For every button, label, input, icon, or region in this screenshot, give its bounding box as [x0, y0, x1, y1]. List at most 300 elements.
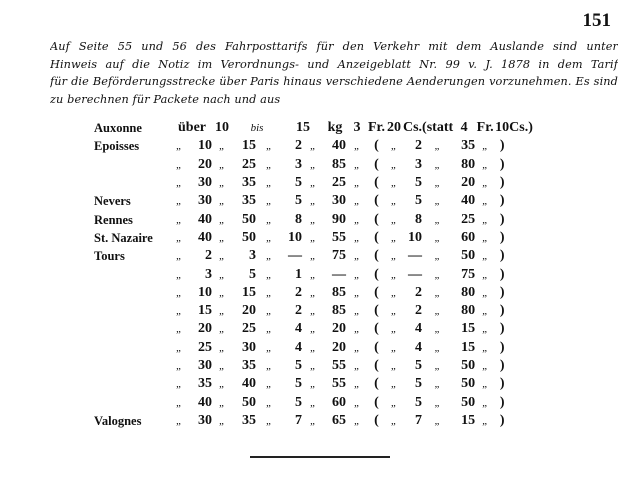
table-cell: „ [265, 286, 273, 299]
table-cell: „ [353, 396, 361, 409]
table-cell: „ [309, 286, 317, 299]
table-cell: 1 [295, 266, 302, 282]
table-row [94, 320, 533, 338]
table-row [94, 229, 533, 247]
table-cell: „ [434, 213, 441, 226]
table-cell: 30 [332, 193, 346, 209]
table-cell: 30 [198, 358, 212, 373]
table-cell: ) [499, 175, 505, 191]
table-cell: 75 [332, 248, 346, 264]
table-cell: 30 [198, 193, 212, 209]
table-row [94, 119, 533, 137]
table-cell: „ [390, 414, 398, 427]
table-cell: 20 [332, 321, 346, 337]
table-cell: „ [390, 195, 398, 208]
table-cell: „ [434, 250, 441, 263]
table-cell: 5 [295, 376, 302, 392]
table-cell: 3 [415, 156, 423, 172]
table-cell: ( [374, 321, 379, 337]
table-cell: „ [482, 305, 489, 318]
table-cell: „ [482, 414, 489, 427]
place-name: St. Nazaire [94, 230, 153, 245]
table-cell: „ [218, 140, 226, 153]
table-cell: „ [175, 158, 183, 171]
table-cell: „ [434, 414, 441, 427]
table-cell: „ [218, 305, 226, 318]
table-cell: „ [309, 396, 317, 409]
place-name: Rennes [94, 212, 133, 227]
table-cell: „ [218, 195, 226, 208]
table-cell: „ [353, 414, 361, 427]
table-cell: 5 [295, 175, 302, 191]
table-cell: 20 [198, 321, 212, 337]
table-cell: 3 [249, 248, 256, 264]
table-cell: „ [218, 378, 226, 391]
table-cell: 10 [495, 120, 510, 136]
intro-line: zu berechnen für Packete nach und aus [50, 92, 281, 106]
table-cell: 5 [249, 266, 256, 282]
table-cell: — [288, 248, 302, 264]
table-cell: 40 [198, 229, 212, 245]
table-cell: ) [499, 284, 505, 300]
table-cell: ) [499, 248, 505, 264]
table-cell: ( [374, 339, 379, 355]
table-cell: 5 [415, 376, 423, 392]
table-cell: „ [265, 140, 273, 153]
table-cell: 35 [242, 412, 256, 428]
table-cell: ) [499, 303, 505, 319]
table-cell: 2 [415, 303, 423, 319]
table-cell: „ [309, 341, 317, 354]
table-row [94, 393, 533, 411]
table-cell: „ [482, 250, 489, 263]
table-cell: „ [309, 213, 317, 226]
table-cell: „ [434, 305, 441, 318]
table-cell: 50 [461, 394, 476, 410]
table-cell: 85 [332, 303, 346, 319]
table-cell: ) [499, 266, 505, 282]
table-cell: 50 [242, 394, 256, 410]
place-name [94, 284, 172, 302]
table-cell: „ [353, 268, 361, 281]
table-cell: „ [175, 195, 183, 208]
place-name [94, 302, 172, 320]
table-cell: „ [175, 177, 183, 190]
table-row [94, 174, 533, 192]
table-cell: „ [309, 305, 317, 318]
table-cell: 5 [415, 193, 423, 209]
table-cell: 10 [288, 229, 302, 245]
table-cell: „ [218, 231, 226, 244]
table-cell: „ [390, 158, 398, 171]
table-cell: „ [175, 360, 183, 372]
table-cell: 30 [198, 412, 212, 428]
table-cell: 55 [332, 229, 346, 245]
place-name [94, 174, 172, 192]
table-cell: „ [353, 323, 361, 336]
table-cell: „ [390, 396, 398, 409]
table-cell: 25 [242, 321, 256, 337]
table-cell: ( [374, 229, 379, 245]
table-cell: „ [218, 341, 226, 354]
table-cell: 20 [461, 175, 476, 191]
tariff-table [94, 119, 533, 430]
table-cell: „ [265, 378, 273, 391]
table-cell: 30 [242, 339, 256, 355]
table-cell: „ [434, 286, 441, 299]
table-cell: „ [390, 250, 398, 263]
table-cell: „ [309, 378, 317, 391]
table-cell: „ [482, 341, 489, 354]
table-cell: 50 [461, 358, 476, 373]
table-cell: 7 [295, 412, 302, 428]
table-cell: „ [175, 140, 183, 153]
table-cell: 5 [295, 358, 302, 373]
table-cell: 85 [332, 156, 346, 172]
intro-line: für die Beförderungsstrecke über Paris hinaus verschiedene Aenderungen vorzunehmen. Es sind [50, 75, 618, 89]
table-cell: „ [175, 323, 183, 336]
table-cell: „ [175, 305, 183, 318]
table-cell: „ [353, 341, 361, 354]
table-cell: 5 [415, 358, 423, 373]
table-cell: 8 [295, 211, 302, 227]
table-cell: ( [374, 358, 379, 373]
table-cell: ( [374, 156, 379, 172]
table-cell: 10 [198, 138, 212, 154]
table-cell: ( [374, 284, 379, 300]
table-cell: 35 [198, 376, 212, 392]
table-cell: — [332, 266, 346, 282]
table-cell: ) [499, 339, 505, 355]
table-cell: „ [353, 250, 361, 263]
table-cell: Fr. [368, 120, 385, 136]
table-row [94, 339, 533, 357]
table-cell: ) [499, 358, 505, 373]
table-cell: Auxonne [94, 121, 142, 136]
table-cell: 40 [198, 211, 212, 227]
table-cell: 65 [332, 412, 346, 428]
table-cell: ( [374, 193, 379, 209]
table-cell: 10 [215, 120, 229, 136]
table-row [94, 156, 533, 174]
table-cell: 5 [415, 175, 423, 191]
table-cell: „ [265, 323, 273, 336]
table-cell: 2 [415, 138, 423, 154]
table-cell: (statt [422, 120, 454, 136]
table-cell: „ [353, 231, 361, 244]
table-cell: „ [482, 231, 489, 244]
table-cell: „ [353, 140, 361, 153]
table-cell: 5 [295, 394, 302, 410]
table-cell: 40 [242, 376, 256, 392]
table-cell: „ [482, 286, 489, 299]
table-cell: ( [374, 211, 379, 227]
table-cell: 35 [461, 138, 476, 154]
table-cell: ( [374, 412, 379, 428]
table-cell: „ [309, 360, 317, 372]
table-cell: „ [434, 323, 441, 336]
table-cell: „ [218, 250, 226, 263]
table-row [94, 302, 533, 320]
table-cell: Fr. [476, 120, 494, 136]
table-cell: „ [434, 341, 441, 354]
table-cell: „ [353, 305, 361, 318]
table-cell: „ [482, 213, 489, 226]
table-cell: 40 [332, 138, 346, 154]
table-cell: 60 [332, 394, 346, 410]
table-cell: „ [265, 231, 273, 244]
table-row [94, 375, 533, 393]
table-cell: „ [482, 378, 489, 391]
table-cell: Cs.) [509, 120, 533, 136]
place-name [94, 393, 172, 411]
table-cell: „ [390, 177, 398, 190]
table-cell: 90 [332, 211, 346, 227]
table-row [94, 137, 533, 155]
table-cell: 15 [461, 339, 476, 355]
table-cell: „ [175, 286, 183, 299]
table-cell: 25 [198, 339, 212, 355]
table-cell: „ [353, 177, 361, 190]
table-cell: 10 [198, 284, 212, 300]
table-cell: „ [309, 268, 317, 281]
table-cell: „ [175, 378, 183, 391]
table-cell: 55 [332, 376, 346, 392]
table-cell: 2 [295, 303, 302, 319]
table-cell: 55 [332, 358, 346, 373]
table-row [94, 265, 533, 283]
table-cell: — [408, 266, 423, 282]
table-cell: „ [353, 286, 361, 299]
place-name [94, 339, 172, 357]
table-cell: „ [265, 305, 273, 318]
table-cell: „ [434, 231, 441, 244]
place-name [94, 375, 172, 393]
table-cell: „ [353, 213, 361, 226]
table-cell: 15 [198, 303, 212, 319]
closing-rule [250, 456, 390, 458]
table-cell: „ [434, 396, 441, 409]
place-name [94, 320, 172, 338]
table-cell: ( [374, 303, 379, 319]
table-cell: 4 [295, 339, 302, 355]
place-name: Epoisses [94, 139, 140, 154]
table-cell: 50 [242, 211, 256, 227]
table-cell: 35 [242, 358, 256, 373]
table-cell: „ [390, 268, 398, 281]
table-cell: 2 [205, 248, 212, 264]
place-name: Nevers [94, 194, 131, 209]
table-cell: „ [265, 414, 273, 427]
table-cell: 15 [296, 120, 310, 136]
table-cell: „ [265, 195, 273, 208]
table-row [94, 412, 533, 430]
table-cell: „ [482, 268, 489, 281]
table-cell: Cs. [402, 120, 423, 136]
table-cell: „ [175, 396, 183, 409]
table-cell: „ [353, 360, 361, 372]
table-cell: 10 [408, 229, 423, 245]
table-cell: „ [309, 250, 317, 263]
table-cell: 50 [461, 376, 476, 392]
table-cell: „ [218, 360, 226, 372]
table-cell: 35 [242, 175, 256, 191]
table-cell: 5 [295, 193, 302, 209]
table-cell: „ [175, 213, 183, 226]
table-cell: „ [434, 140, 441, 153]
table-cell: 4 [460, 120, 468, 136]
table-row [94, 192, 533, 210]
intro-line: Hinweis auf die Notiz im Verordnungs- und Anzeigeblatt Nr. 99 v. J. 1878 in dem Tarif [50, 57, 618, 71]
place-name: Tours [94, 249, 125, 264]
place-name [94, 156, 172, 174]
table-cell: 2 [295, 284, 302, 300]
table-cell: „ [309, 177, 317, 190]
table-cell: „ [309, 414, 317, 427]
table-cell: ( [374, 394, 379, 410]
page-number: 151 [582, 10, 611, 31]
table-cell: 25 [461, 211, 476, 227]
place-name [94, 265, 172, 283]
table-cell: 75 [461, 266, 476, 282]
table-cell: „ [353, 378, 361, 391]
table-cell: „ [218, 414, 226, 427]
table-row [94, 247, 533, 265]
table-cell: 2 [295, 138, 302, 154]
table-cell: „ [434, 378, 441, 391]
table-cell: „ [434, 177, 441, 190]
table-cell: „ [218, 396, 226, 409]
table-cell: 15 [242, 138, 256, 154]
table-cell: 50 [242, 229, 256, 245]
place-name: Valognes [94, 413, 142, 428]
table-cell: „ [309, 231, 317, 244]
intro-paragraph [50, 38, 618, 108]
table-cell: „ [218, 286, 226, 299]
table-cell: ( [374, 266, 379, 282]
table-cell: 20 [332, 339, 346, 355]
table-cell: 60 [461, 229, 476, 245]
table-cell: „ [434, 195, 441, 208]
table-cell: ( [374, 248, 379, 264]
table-cell: 4 [295, 321, 302, 337]
table-cell: „ [434, 360, 441, 372]
table-cell: „ [390, 231, 398, 244]
table-cell: ) [499, 193, 505, 209]
table-cell: „ [175, 341, 183, 354]
table-cell: 30 [198, 175, 212, 191]
table-cell: ( [374, 376, 379, 392]
table-cell: 15 [461, 321, 476, 337]
table-cell: „ [175, 231, 183, 244]
table-cell: „ [218, 268, 226, 281]
table-cell: ) [499, 156, 505, 172]
table-cell: bis [250, 122, 264, 135]
table-cell: „ [390, 286, 398, 299]
table-cell: „ [482, 323, 489, 336]
table-cell: 85 [332, 284, 346, 300]
table-cell: „ [265, 341, 273, 354]
table-cell: „ [175, 250, 183, 263]
table-cell: 20 [198, 156, 212, 172]
table-cell: „ [390, 305, 398, 318]
table-cell: „ [390, 360, 398, 372]
table-cell: „ [482, 140, 489, 153]
table-cell: „ [309, 140, 317, 153]
table-row [94, 210, 533, 228]
table-cell: „ [309, 195, 317, 208]
table-cell: 25 [242, 156, 256, 172]
table-cell: „ [353, 195, 361, 208]
table-cell: 4 [415, 339, 423, 355]
table-cell: ) [499, 394, 505, 410]
table-cell: ) [499, 376, 505, 392]
table-cell: „ [265, 177, 273, 190]
table-cell: „ [218, 158, 226, 171]
table-cell: ) [499, 138, 505, 154]
table-cell: „ [390, 378, 398, 391]
table-cell: ) [499, 412, 505, 428]
table-cell: 7 [415, 412, 423, 428]
table-cell: „ [482, 158, 489, 171]
place-name [94, 357, 172, 375]
table-cell: „ [390, 323, 398, 336]
table-cell: ) [499, 211, 505, 227]
table-cell: über [178, 120, 206, 136]
table-cell: — [408, 248, 423, 264]
table-cell: 50 [461, 248, 476, 264]
table-cell: „ [265, 250, 273, 263]
table-cell: „ [175, 414, 183, 427]
table-cell: kg [327, 120, 343, 136]
table-cell: 3 [353, 120, 361, 136]
table-cell: 15 [461, 412, 476, 428]
table-cell: 2 [415, 284, 423, 300]
table-cell: 40 [198, 394, 212, 410]
table-cell: „ [175, 268, 183, 281]
table-cell: „ [482, 177, 489, 190]
table-cell: „ [309, 158, 317, 171]
table-cell: 40 [461, 193, 476, 209]
table-cell: „ [218, 213, 226, 226]
table-cell: „ [434, 268, 441, 281]
table-cell: 25 [332, 175, 346, 191]
table-cell: 3 [295, 156, 302, 172]
table-cell: 8 [415, 211, 423, 227]
table-cell: „ [265, 213, 273, 226]
table-cell: ) [499, 229, 505, 245]
table-cell: „ [482, 360, 489, 372]
table-cell: „ [390, 140, 398, 153]
table-cell: „ [390, 341, 398, 354]
table-cell: ( [374, 175, 379, 191]
table-cell: 3 [205, 266, 212, 282]
table-cell: „ [218, 323, 226, 336]
table-cell: „ [309, 323, 317, 336]
table-cell: „ [265, 360, 273, 372]
table-cell: 4 [415, 321, 423, 337]
table-cell: 5 [415, 394, 423, 410]
table-cell: „ [265, 396, 273, 409]
intro-line: Auf Seite 55 und 56 des Fahrposttarifs für den Verkehr mit dem Auslande sind unter [50, 40, 618, 53]
table-cell: 35 [242, 193, 256, 209]
table-cell: „ [434, 158, 441, 171]
table-cell: „ [482, 195, 489, 208]
table-cell: 15 [242, 284, 256, 300]
table-cell: 20 [242, 303, 256, 319]
table-cell: 80 [461, 303, 476, 319]
table-cell: „ [265, 158, 273, 171]
